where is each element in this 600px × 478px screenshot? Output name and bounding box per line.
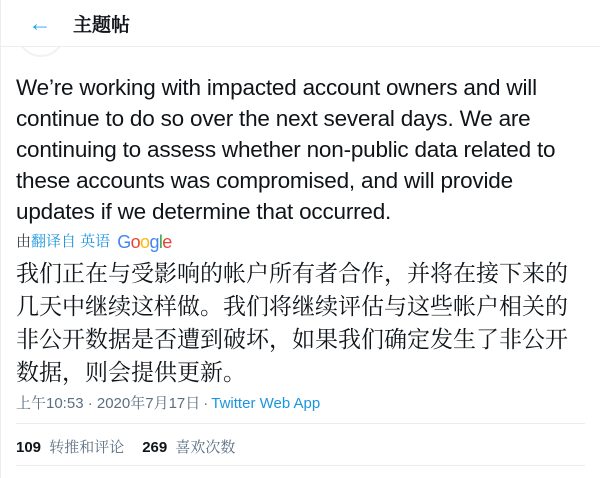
tweet-meta xyxy=(16,394,585,413)
likes-label: 喜欢次数 xyxy=(175,439,236,456)
google-letter: o xyxy=(130,231,141,252)
page-title: 主题帖 xyxy=(73,14,131,36)
retweets-stat[interactable] xyxy=(16,438,124,457)
google-logo xyxy=(117,233,172,251)
back-button[interactable] xyxy=(27,9,53,36)
retweet-count: 109 xyxy=(16,439,42,456)
top-bar xyxy=(1,0,600,47)
attribution-prefix: 由 xyxy=(16,233,32,250)
tweet-detail xyxy=(1,72,600,466)
tweet-text-english: We’re working with impacted account owners and will continue to do so over the next several days. We are continuing to assess whether non-public data related to these accounts was compromised, and will provide updates if we determine that occurred. xyxy=(16,75,556,224)
google-letter: l xyxy=(158,231,163,252)
translate-source-link[interactable]: 翻译自 英语 xyxy=(31,233,111,250)
timestamp: 上午10:53 · 2020年7月17日 xyxy=(16,395,201,412)
translation-attribution xyxy=(16,229,585,254)
retweet-label: 转推和评论 xyxy=(49,439,125,456)
google-letter: o xyxy=(140,231,150,252)
google-letter: G xyxy=(117,231,131,252)
tweet-text-chinese: 我们正在与受影响的帐户所有者合作，并将在接下来的 几天中继续这样做。我们将继续评估与这些帐户相关的 非公开数据是否遭到破坏，如果我们确定发生了非公开 数据，则会提供更新。 xyxy=(16,260,568,385)
back-arrow-icon: ← xyxy=(28,9,52,36)
tweet-stats xyxy=(16,424,585,465)
tweet-source-link[interactable]: Twitter Web App xyxy=(211,395,321,412)
divider xyxy=(16,465,585,466)
google-letter: e xyxy=(162,231,172,252)
meta-separator: · xyxy=(203,395,209,412)
likes-count: 269 xyxy=(142,439,168,456)
likes-stat[interactable] xyxy=(142,438,235,457)
google-letter: g xyxy=(149,231,159,252)
